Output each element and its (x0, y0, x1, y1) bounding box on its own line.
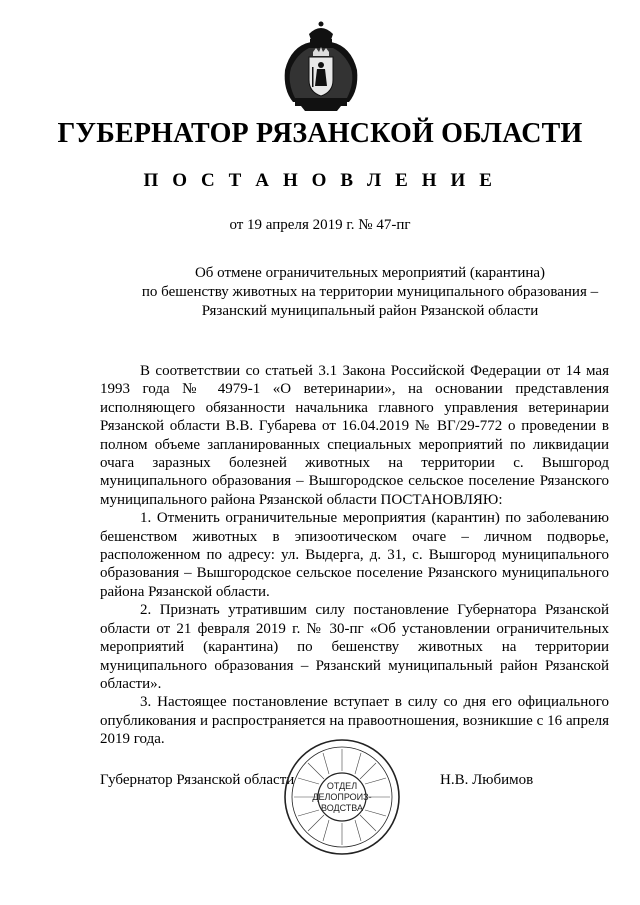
signatory-name: Н.В. Любимов (440, 772, 534, 788)
body-paragraph-preamble: В соответствии со статьей 3.1 Закона Российской Федерации от 14 мая 1993 года № 4979-1 «О ветеринарии», на основании представления исполняющего обязанности начальника главного управления ветеринарии Рязанской области В.В. Губарева от 16.04.2019 № ВГ/29-772 о проведении в полном объеме запланированных специальных мероприятий по ликвидации очага заразных болезней животных на территории с. Вышгород муниципального образования – Вышгородское сельское поселение Рязанского муниципального района Рязанской области ПОСТАНОВЛЯЮ: (100, 363, 609, 508)
document-body (100, 362, 609, 749)
stamp-center-text (283, 781, 401, 814)
body-paragraph-item-3: 3. Настоящее постановление вступает в силу со дня его официального опубликования и распространяется на правоотношения, возникшие с 16 апреля 2019 года. (100, 694, 609, 748)
coat-of-arms-emblem (281, 20, 361, 112)
document-type: П О С Т А Н О В Л Е Н И Е (143, 170, 497, 191)
signatory-position: Губернатор Рязанской области (100, 772, 295, 788)
body-paragraph-item-1: 1. Отменить ограничительные мероприятия (карантин) по заболеванию бешенством животных в эпизоотическом очаге – личном подворье, расположенном по адресу: ул. Выдерга, д. 31, с. Вышгород муниципального образования – Вышгородское сельское поселение Рязанского муниципального района Рязанской области. (100, 510, 609, 600)
issuer-title: ГУБЕРНАТОР РЯЗАНСКОЙ ОБЛАСТИ (57, 118, 583, 149)
document-subject (120, 264, 620, 321)
subject-line: Об отмене ограничительных мероприятий (карантина) (194, 265, 546, 281)
subject-line: Рязанский муниципальный район Рязанской области (201, 303, 539, 319)
body-paragraph-item-2: 2. Признать утратившим силу постановление Губернатора Рязанской области от 21 февраля 2019 г. № 30-пг «Об установлении ограничительных мероприятий (карантина) по бешенству животных на территории муниципального образования – Рязанский муниципальный район Рязанской области». (100, 602, 609, 692)
stamp-line: ВОДСТВА (320, 803, 363, 813)
subject-line: по бешенству животных на территории муниципального образования – (141, 284, 599, 300)
document-date-number: от 19 апреля 2019 г. № 47-пг (229, 217, 411, 233)
stamp-line: ОТДЕЛ (326, 781, 358, 791)
stamp-line: ДЕЛОПРОИЗ- (312, 792, 372, 802)
